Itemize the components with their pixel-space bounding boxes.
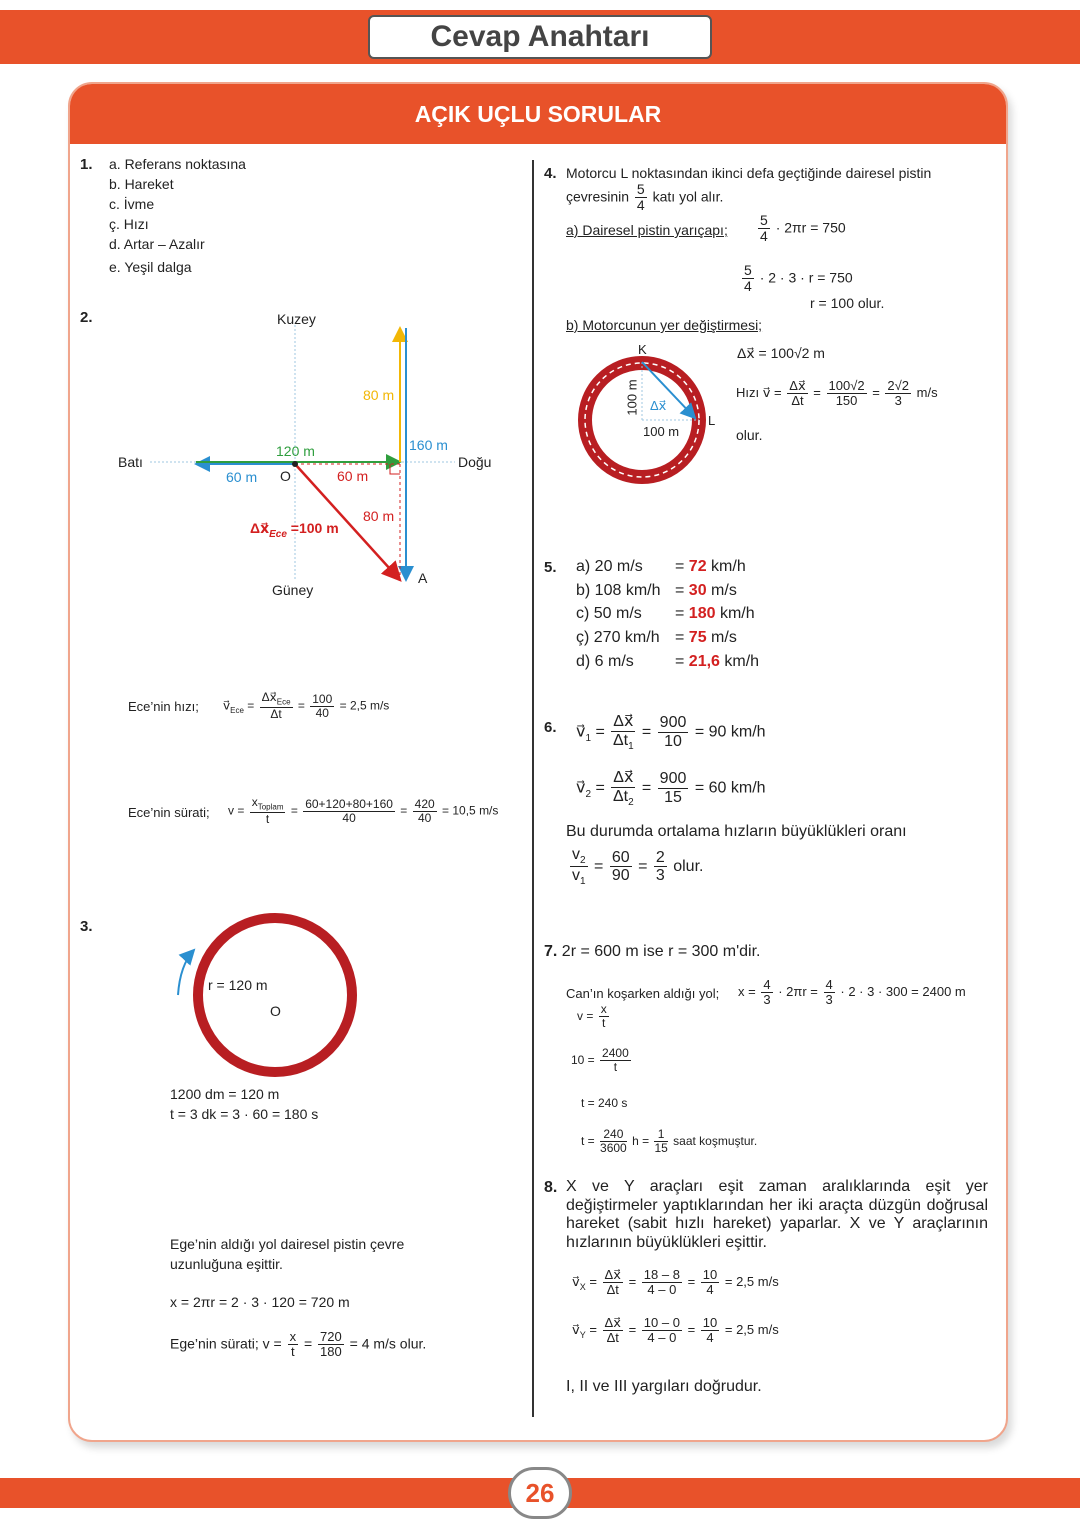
q4-line: Motorcu L noktasından ikinci defa geçtiğinde dairesel pistin <box>566 165 932 181</box>
q4-number: 4. <box>544 165 557 182</box>
q8-vy-equation: $v⃗_Y$ = $\frac{\Delta x⃗}{\Delta t}$ = $\frac{10 - 0}{4 - 0}$ = $\frac{10}{4}$ = 2,5 m/s <box>572 1315 779 1346</box>
q3-line: t = 3 dk = 3 · 60 = 180 s <box>170 1106 319 1122</box>
q7-can-equation: x = $\frac{4}{3}$ · 2πr = $\frac{4}{3}$ · 2 · 3 · 300 = 2400 m <box>738 977 966 1008</box>
q5-row-right: = 72 km/h <box>675 558 746 575</box>
point-a-label: A <box>418 570 428 586</box>
q1-item: b. Hareket <box>109 176 174 192</box>
point-k-label: K <box>638 342 647 357</box>
q5-row-left: c) 50 m/s <box>576 605 642 622</box>
q3-circular-track <box>170 905 370 1085</box>
label-60m-east: 60 m <box>337 468 369 484</box>
q1-item: ç. Hızı <box>109 216 149 232</box>
q7-t-equation: t = 240 s <box>581 1096 628 1110</box>
q7-v-equation: v = $\frac{x}{t}$ <box>577 1002 607 1031</box>
q4-a-equation: $\frac{5}{4}$ · 2πr = 750 <box>760 212 846 245</box>
q7-t2-equation: t = $\frac{240}{3600}$ h = $\frac{1}{15}$ saat koşmuştur. <box>581 1127 758 1156</box>
q6-ratio-equation: $\frac{v_2}{v_1}$ = $\frac{60}{90}$ = $\frac{2}{3}$ olur. <box>572 846 704 888</box>
track-ring <box>198 918 352 1072</box>
north-label: Kuzey <box>277 311 316 327</box>
q2-speed-equation: $v⃗_{Ece}$ = $\frac{\Delta x⃗_{Ece}}{\Delta t}$ = $\frac{100}{40}$ = 2,5 m/s <box>223 690 390 722</box>
q2-number: 2. <box>80 309 93 326</box>
label-80m-down: 80 m <box>363 508 395 524</box>
q3-text: uzunluğuna eşittir. <box>170 1256 283 1272</box>
q3-x-equation: x = 2πr = 2 · 3 · 120 = 720 m <box>170 1294 350 1310</box>
q3-line: 1200 dm = 120 m <box>170 1086 280 1102</box>
q4-a-label: a) Dairesel pistin yarıçapı; <box>566 222 728 238</box>
page-number: 26 <box>508 1467 572 1519</box>
q1-item: a. Referans noktasına <box>109 156 246 172</box>
q4-vertical-radius-label: 100 m <box>624 379 640 416</box>
q8-conclusion: I, II ve III yargıları doğrudur. <box>566 1378 762 1395</box>
q4-a2-equation: $\frac{5}{4}$ · 2 · 3 · r = 750 <box>744 262 853 295</box>
south-label: Güney <box>272 582 314 598</box>
q3-number: 3. <box>80 918 93 935</box>
q1-item: d. Artar – Azalır <box>109 236 205 252</box>
q8-text: X ve Y araçları eşit zaman aralıklarında eşit yer değiştirmeler yaptıklarından her iki araçta düzgün doğrusal hareket (sabit hızlı hareket) yaparlar. X ve Y araçlarının hızlarının büyüklükleri eşittir. <box>566 1178 988 1251</box>
q5-row-left: d) 6 m/s <box>576 653 634 670</box>
q4-horizontal-radius-label: 100 m <box>643 424 680 439</box>
q4-dx-equation: Δx⃗ = 100√2 m <box>737 345 825 361</box>
q4-dx-label: Δx⃗ <box>650 398 667 413</box>
origin-label: O <box>280 468 291 484</box>
q5-row-left: b) 108 km/h <box>576 582 661 599</box>
q8-vx-equation: $v⃗_X$ = $\frac{\Delta x⃗}{\Delta t}$ = $\frac{18 - 8}{4 - 0}$ = $\frac{10}{4}$ = 2,5 m/s <box>572 1267 779 1298</box>
q5-row-right: = 30 m/s <box>675 582 737 599</box>
displacement-label: $\Delta x⃗_{Ece} =100$ m <box>250 520 339 540</box>
q2-surat-equation: v = $\frac{x_{Toplam}}{t}$ = $\frac{60+120+80+160}{40}$ = $\frac{420}{40}$ = 10,5 m/s <box>228 795 499 827</box>
q5-row-left: ç) 270 km/h <box>576 629 660 646</box>
q3-radius-label: r = 120 m <box>208 977 268 993</box>
label-60m-west: 60 m <box>226 469 258 485</box>
q7-can-label: Can’ın koşarken aldığı yol; <box>566 986 720 1001</box>
q4-line: çevresinin $\frac{5}{4}$ katı yol alır. <box>566 181 724 214</box>
q4-b-label: b) Motorcunun yer değiştirmesi; <box>566 317 763 333</box>
q3-surat-equation: Ege’nin sürati; v = $\frac{x}{t}$ = $\frac{720}{180}$ = 4 m/s olur. <box>170 1329 427 1360</box>
west-label: Batı <box>118 454 143 470</box>
q6-v2-equation: $v⃗_2$ = $\frac{\Delta x⃗}{\Delta t_2}$ = $\frac{900}{15}$ = 60 km/h <box>576 769 766 808</box>
q1-number: 1. <box>80 156 93 173</box>
q4-olur: olur. <box>736 427 763 443</box>
q3-center-label: O <box>270 1003 281 1019</box>
q5-row-left: a) 20 m/s <box>576 558 643 575</box>
column-divider <box>532 160 534 1417</box>
q2-speed-label: Ece’nin hızı; <box>128 699 199 714</box>
east-label: Doğu <box>458 454 492 470</box>
right-angle-mark <box>390 464 400 474</box>
q5-row-right: = 75 m/s <box>675 629 737 646</box>
q5-row-right: = 180 km/h <box>675 605 755 622</box>
q1-item: e. Yeşil dalga <box>109 259 192 275</box>
q6-v1-equation: $v⃗_1$ = $\frac{\Delta x⃗}{\Delta t_1}$ = $\frac{900}{10}$ = 90 km/h <box>576 713 766 752</box>
page-title: Cevap Anahtarı <box>368 15 712 59</box>
q4-track-diagram <box>570 350 720 490</box>
label-80m-up: 80 m <box>363 387 395 403</box>
label-160m: 160 m <box>409 437 448 453</box>
origin-point <box>292 461 298 467</box>
q2-surat-label: Ece’nin sürati; <box>128 805 210 820</box>
q5-number: 5. <box>544 559 557 576</box>
direction-arrow <box>178 950 194 995</box>
q6-number: 6. <box>544 719 557 736</box>
q4-a3: r = 100 olur. <box>810 295 885 311</box>
q7-heading: 7. 2r = 600 m ise r = 300 m'dir. <box>544 943 761 960</box>
q1-item: c. İvme <box>109 196 155 212</box>
q5-row-right: = 21,6 km/h <box>675 653 760 670</box>
q7-ten-equation: 10 = $\frac{2400}{t}$ <box>571 1046 629 1075</box>
q8-number: 8. <box>544 1179 558 1196</box>
section-title: AÇIK UÇLU SORULAR <box>70 84 1006 144</box>
point-l-label: L <box>708 413 716 428</box>
label-120m: 120 m <box>276 443 315 459</box>
q3-text: Ege’nin aldığı yol dairesel pistin çevre <box>170 1236 405 1252</box>
q6-text: Bu durumda ortalama hızların büyüklükleri oranı <box>566 823 907 840</box>
q4-speed-equation: Hızı v⃗ = $\frac{\Delta x⃗}{\Delta t}$ = $\frac{100√2}{150}$ = $\frac{2√2}{3}$ m/s <box>736 378 938 409</box>
